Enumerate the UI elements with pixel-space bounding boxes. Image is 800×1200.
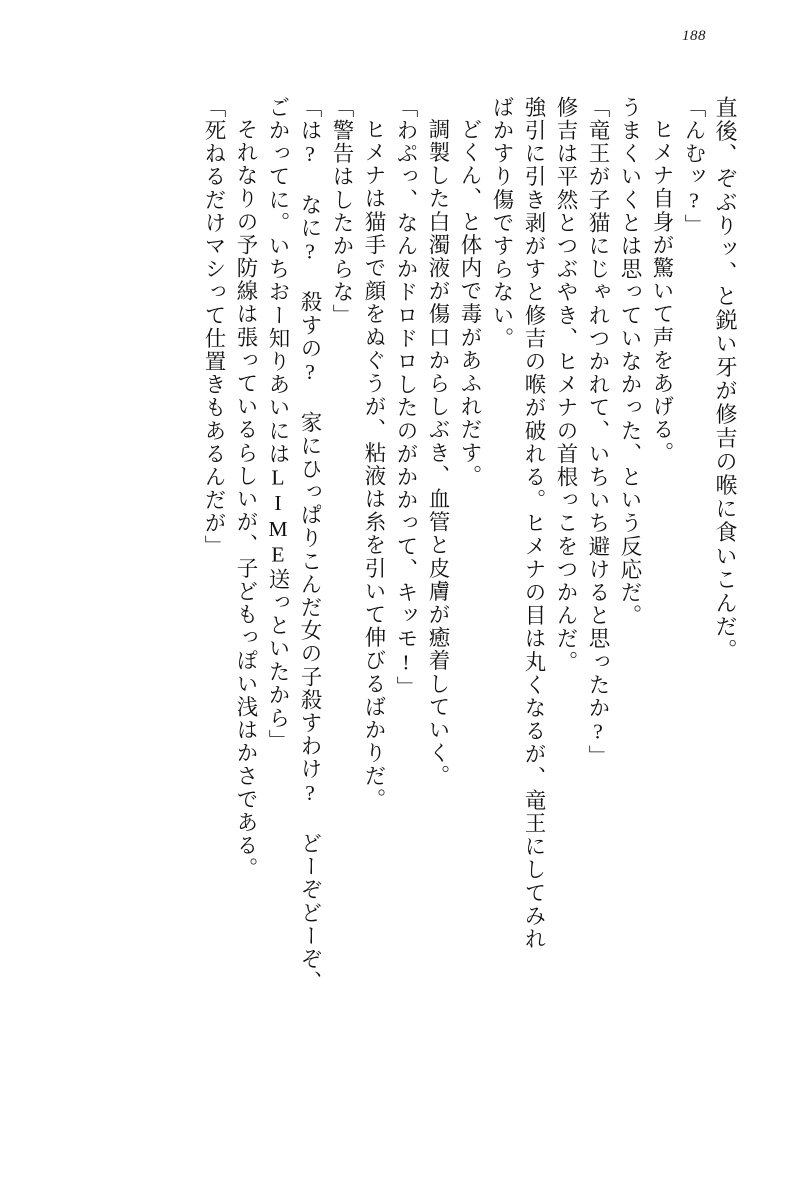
text-line: 「は? なに? 殺すの? 家にひっぱりこんだ女の子殺すわけ? どーぞどーぞ、 [298, 96, 322, 994]
text-line: 「んむッ?」 [682, 96, 706, 238]
text-line: 「死ねるだけマシって仕置きもあるんだが」 [202, 96, 226, 558]
text-line: 強引に引き剥がすと修吉の喉が破れる。ヒメナの目は丸くなるが、竜王にしてみれ [522, 96, 546, 951]
text-line: どくん、と体内で毒があふれだす。 [458, 118, 482, 488]
text-line: 調製した白濁液が傷口からしぶき、血管と皮膚が癒着していく。 [426, 118, 450, 788]
text-line: 「竜王が子猫にじゃれつかれて、いちいち避けると思ったか?」 [586, 96, 610, 769]
text-line: 「警告はしたからな」 [330, 96, 354, 327]
text-line: 「わぷっ、なんかドロドロしたのがかかって、キッモ!」 [394, 96, 418, 700]
text-line: ごかってに。いちおー知りあいにはLIME送っといたから」 [266, 96, 290, 753]
text-line: ヒメナは猫手で顔をぬぐうが、粘液は糸を引いて伸びるばかりだ。 [362, 118, 386, 811]
text-line: ヒメナ自身が驚いて声をあげる。 [650, 118, 674, 465]
text-line: 直後、ぞぶりッ、と鋭い牙が修吉の喉に食いこんだ。 [713, 96, 738, 663]
text-line: うまくいくとは思っていなかった、という反応だ。 [618, 96, 642, 628]
text-line: ばかすり傷ですらない。 [490, 96, 514, 351]
text-line: それなりの予防線は張っているらしいが、子どもっぽい浅はかさである。 [234, 118, 258, 881]
page-number: 188 [682, 28, 706, 44]
text-line: 修吉は平然とつぶやき、ヒメナの首根っこをつかんだ。 [554, 96, 578, 674]
vertical-text-body [52, 96, 736, 1148]
